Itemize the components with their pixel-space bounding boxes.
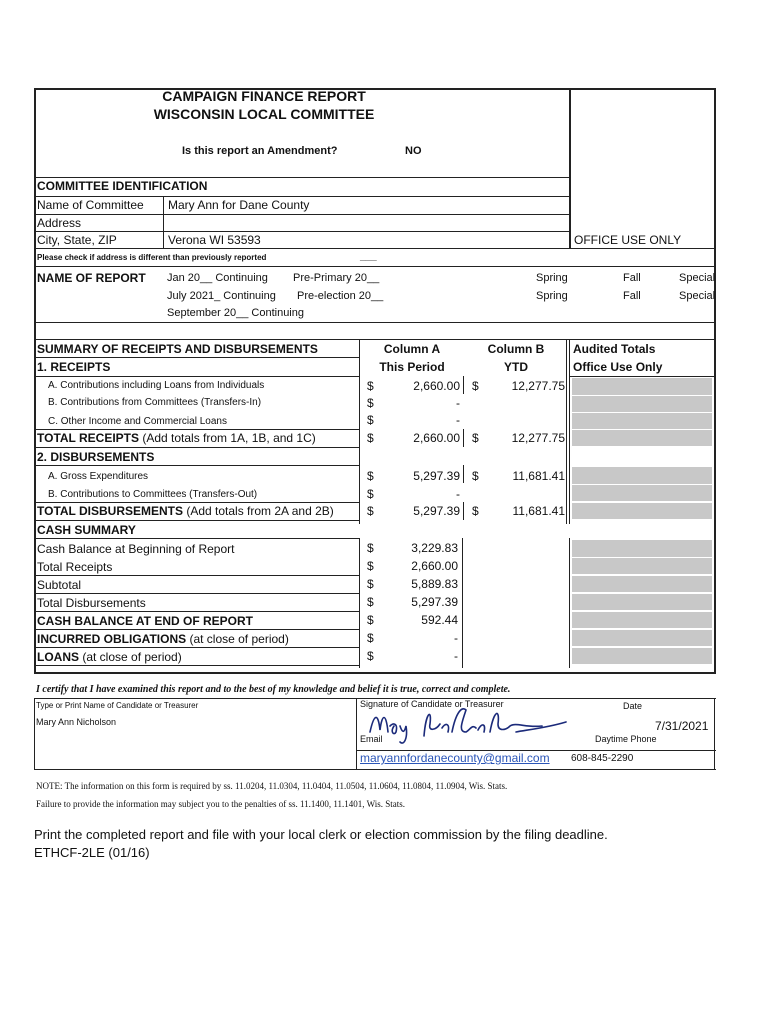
dollar-sign: $ xyxy=(367,541,374,555)
cash-begin-label: Cash Balance at Beginning of Report xyxy=(37,542,235,556)
disbursements-b-column-a[interactable]: - xyxy=(456,487,460,501)
committee-name-label: Name of Committee xyxy=(37,198,144,212)
handwritten-signature xyxy=(366,702,576,748)
dollar-sign: $ xyxy=(367,631,374,645)
report-july-option[interactable]: July 2021_ Continuing xyxy=(167,290,276,302)
amendment-question: Is this report an Amendment? xyxy=(182,145,338,157)
cash-summary-heading: CASH SUMMARY xyxy=(37,523,136,537)
amendment-answer[interactable]: NO xyxy=(405,145,422,157)
total-receipts-label: TOTAL RECEIPTS (Add totals from 1A, 1B, and 1C) xyxy=(37,431,316,445)
disbursements-a-column-b[interactable]: 11,681.41 xyxy=(512,469,565,483)
column-b-header: Column B xyxy=(487,342,545,356)
dollar-sign: $ xyxy=(367,469,374,483)
dollar-sign: $ xyxy=(367,577,374,591)
committee-name-field[interactable]: Mary Ann for Dane County xyxy=(168,198,310,212)
statute-note: NOTE: The information on this form is required by ss. 11.0204, 11.0304, 11.0404, 11.0504, 11.0604, 11.0804, 11.0904, Wis. Stats. xyxy=(36,781,508,791)
total-disbursements-label: TOTAL DISBURSEMENTS (Add totals from 2A and 2B) xyxy=(37,504,334,518)
receipts-c-label: C. Other Income and Commercial Loans xyxy=(48,416,227,427)
incurred-obligations-label: INCURRED OBLIGATIONS (at close of period) xyxy=(37,632,289,646)
summary-heading: SUMMARY OF RECEIPTS AND DISBURSEMENTS xyxy=(37,342,318,356)
report-spring-option[interactable]: Spring xyxy=(536,272,568,284)
receipts-a-label: A. Contributions including Loans from Individuals xyxy=(48,380,265,391)
form-subtitle: WISCONSIN LOCAL COMMITTEE xyxy=(153,106,375,122)
committee-heading: COMMITTEE IDENTIFICATION xyxy=(37,179,208,193)
column-a-subheader: This Period xyxy=(379,360,445,374)
disbursements-a-column-a[interactable]: 5,297.39 xyxy=(413,469,460,483)
report-fall-option[interactable]: Fall xyxy=(623,272,641,284)
receipts-b-column-a[interactable]: - xyxy=(456,396,460,410)
report-name-label: NAME OF REPORT xyxy=(37,271,146,285)
date-field[interactable]: 7/31/2021 xyxy=(655,719,709,733)
dollar-sign: $ xyxy=(472,379,479,393)
dollar-sign: $ xyxy=(367,431,374,445)
email-link[interactable]: maryannfordanecounty@gmail.com xyxy=(360,751,550,765)
form-number: ETHCF-2LE (01/16) xyxy=(34,845,150,860)
receipts-a-column-a[interactable]: 2,660.00 xyxy=(413,379,460,393)
total-receipts-column-a[interactable]: 2,660.00 xyxy=(413,431,460,445)
print-name-label: Type or Print Name of Candidate or Treasurer xyxy=(36,701,199,710)
phone-label: Daytime Phone xyxy=(595,734,657,744)
dollar-sign: $ xyxy=(367,487,374,501)
signature-label: Signature of Candidate or Treasurer xyxy=(360,699,504,709)
dollar-sign: $ xyxy=(367,595,374,609)
disbursements-a-label: A. Gross Expenditures xyxy=(48,471,149,482)
address-label: Address xyxy=(37,216,82,230)
cash-subtotal-value[interactable]: 5,889.83 xyxy=(411,577,458,591)
report-preprimary-option[interactable]: Pre-Primary 20__ xyxy=(293,272,380,284)
report-jan-option[interactable]: Jan 20__ Continuing xyxy=(167,272,268,284)
total-disbursements-column-b[interactable]: 11,681.41 xyxy=(512,504,565,518)
city-field[interactable]: Verona WI 53593 xyxy=(168,233,261,247)
address-change-checkbox[interactable]: ___ xyxy=(360,251,377,262)
cash-receipts-value[interactable]: 2,660.00 xyxy=(411,559,458,573)
cash-subtotal-label: Subtotal xyxy=(37,578,82,592)
report-sept-option[interactable]: September 20__ Continuing xyxy=(167,307,304,319)
column-b-subheader: YTD xyxy=(504,360,528,374)
report-fall-option-2[interactable]: Fall xyxy=(623,290,641,302)
signature-field[interactable] xyxy=(366,702,576,748)
address-change-note: Please check if address is different than previously reported xyxy=(37,253,267,262)
disbursements-b-label: B. Contributions to Committees (Transfers-Out) xyxy=(48,489,258,500)
total-disbursements-column-a[interactable]: 5,297.39 xyxy=(413,504,460,518)
dollar-sign: $ xyxy=(367,649,374,663)
print-name-field[interactable]: Mary Ann Nicholson xyxy=(36,717,117,727)
dollar-sign: $ xyxy=(367,396,374,410)
city-label: City, State, ZIP xyxy=(37,233,117,247)
loans-value[interactable]: - xyxy=(454,649,458,663)
total-receipts-column-b[interactable]: 12,277.75 xyxy=(511,431,565,445)
receipts-a-column-b[interactable]: 12,277.75 xyxy=(511,379,565,393)
dollar-sign: $ xyxy=(472,469,479,483)
cash-end-value[interactable]: 592.44 xyxy=(421,613,458,627)
report-spring-option-2[interactable]: Spring xyxy=(536,290,568,302)
cash-disbursements-value[interactable]: 5,297.39 xyxy=(411,595,458,609)
incurred-obligations-value[interactable]: - xyxy=(454,631,458,645)
email-label: Email xyxy=(360,734,383,744)
cash-receipts-label: Total Receipts xyxy=(37,560,113,574)
certification-statement: I certify that I have examined this report and to the best of my knowledge and belief it is true, correct and complete. xyxy=(36,684,511,695)
dollar-sign: $ xyxy=(367,504,374,518)
receipts-c-column-a[interactable]: - xyxy=(456,413,460,427)
column-a-header: Column A xyxy=(383,342,441,356)
dollar-sign: $ xyxy=(367,613,374,627)
cash-disbursements-label: Total Disbursements xyxy=(37,596,146,610)
filing-instructions: Print the completed report and file with your local clerk or election commission by the filing deadline. xyxy=(34,827,608,842)
dollar-sign: $ xyxy=(472,431,479,445)
loans-label: LOANS (at close of period) xyxy=(37,650,182,664)
phone-field[interactable]: 608-845-2290 xyxy=(571,753,634,764)
dollar-sign: $ xyxy=(472,504,479,518)
date-label: Date xyxy=(623,701,643,711)
audited-totals-header: Audited Totals xyxy=(573,342,656,356)
dollar-sign: $ xyxy=(367,379,374,393)
office-use-subheader: Office Use Only xyxy=(573,360,663,374)
office-use-label: OFFICE USE ONLY xyxy=(574,233,682,247)
cash-begin-value[interactable]: 3,229.83 xyxy=(411,541,458,555)
report-special-option[interactable]: Special xyxy=(679,272,716,284)
dollar-sign: $ xyxy=(367,559,374,573)
form-title: CAMPAIGN FINANCE REPORT xyxy=(162,88,366,104)
disbursements-heading: 2. DISBURSEMENTS xyxy=(37,450,155,464)
report-preelection-option[interactable]: Pre-election 20__ xyxy=(297,290,384,302)
receipts-b-label: B. Contributions from Committees (Transfers-In) xyxy=(48,397,262,408)
penalty-note: Failure to provide the information may subject you to the penalties of ss. 11.1400, 11.1401, Wis. Stats. xyxy=(36,799,406,809)
report-special-option-2[interactable]: Special xyxy=(679,290,716,302)
receipts-heading: 1. RECEIPTS xyxy=(37,360,111,374)
cash-end-label: CASH BALANCE AT END OF REPORT xyxy=(37,614,253,628)
dollar-sign: $ xyxy=(367,413,374,427)
